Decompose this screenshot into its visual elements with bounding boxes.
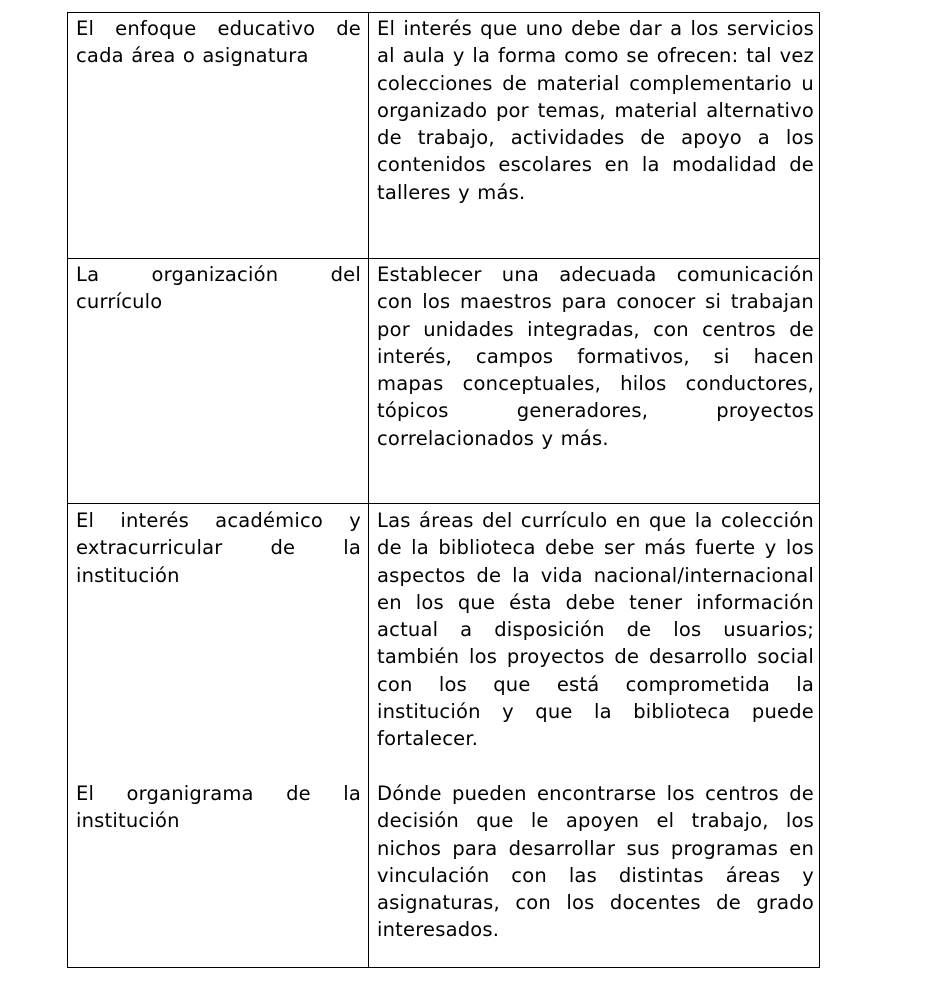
table-cell-description: Establecer una adecuada comunicación con los maestros para conocer si trabajan por unidades integradas, con centros de interés, campos formativos, si hacen mapas conceptuales, hilos conductores, tópicos generadores, proyectos correlacionados y más. [377,263,814,450]
table-cell-description: Las áreas del currículo en que la colección de la biblioteca debe ser más fuerte y los aspectos de la vida nacional/internacional en los que ésta debe tener información actual a disposición de los usuarios; también los proyectos de desarrollo social con los que está comprometida la institución y que la biblioteca puede fortalecer. [377,509,814,751]
row-divider [68,503,819,504]
table-cell-description: El interés que uno debe dar a los servicios al aula y la forma como se ofrecen: tal vez colecciones de material complementario u organizado por temas, material alternativo de trabajo, actividades de apoyo a los contenidos escolares en la modalidad de talleres y más. [377,17,814,204]
table-cell-topic: El enfoque educativo de cada área o asignatura [76,17,361,68]
content-table [67,12,820,968]
table-cell-description: Dónde pueden encontrarse los centros de decisión que le apoyen el trabajo, los nichos para desarrollar sus programas en vinculación con las distintas áreas y asignaturas, con los docentes de grado interesados. [377,782,814,942]
table-cell-topic: El organigrama de la institución [76,782,361,833]
column-divider [368,13,369,967]
table-cell-topic: El interés académico y extracurricular de la institución [76,509,361,587]
row-divider [68,258,819,259]
table-cell-topic: La organización del currículo [76,263,361,314]
